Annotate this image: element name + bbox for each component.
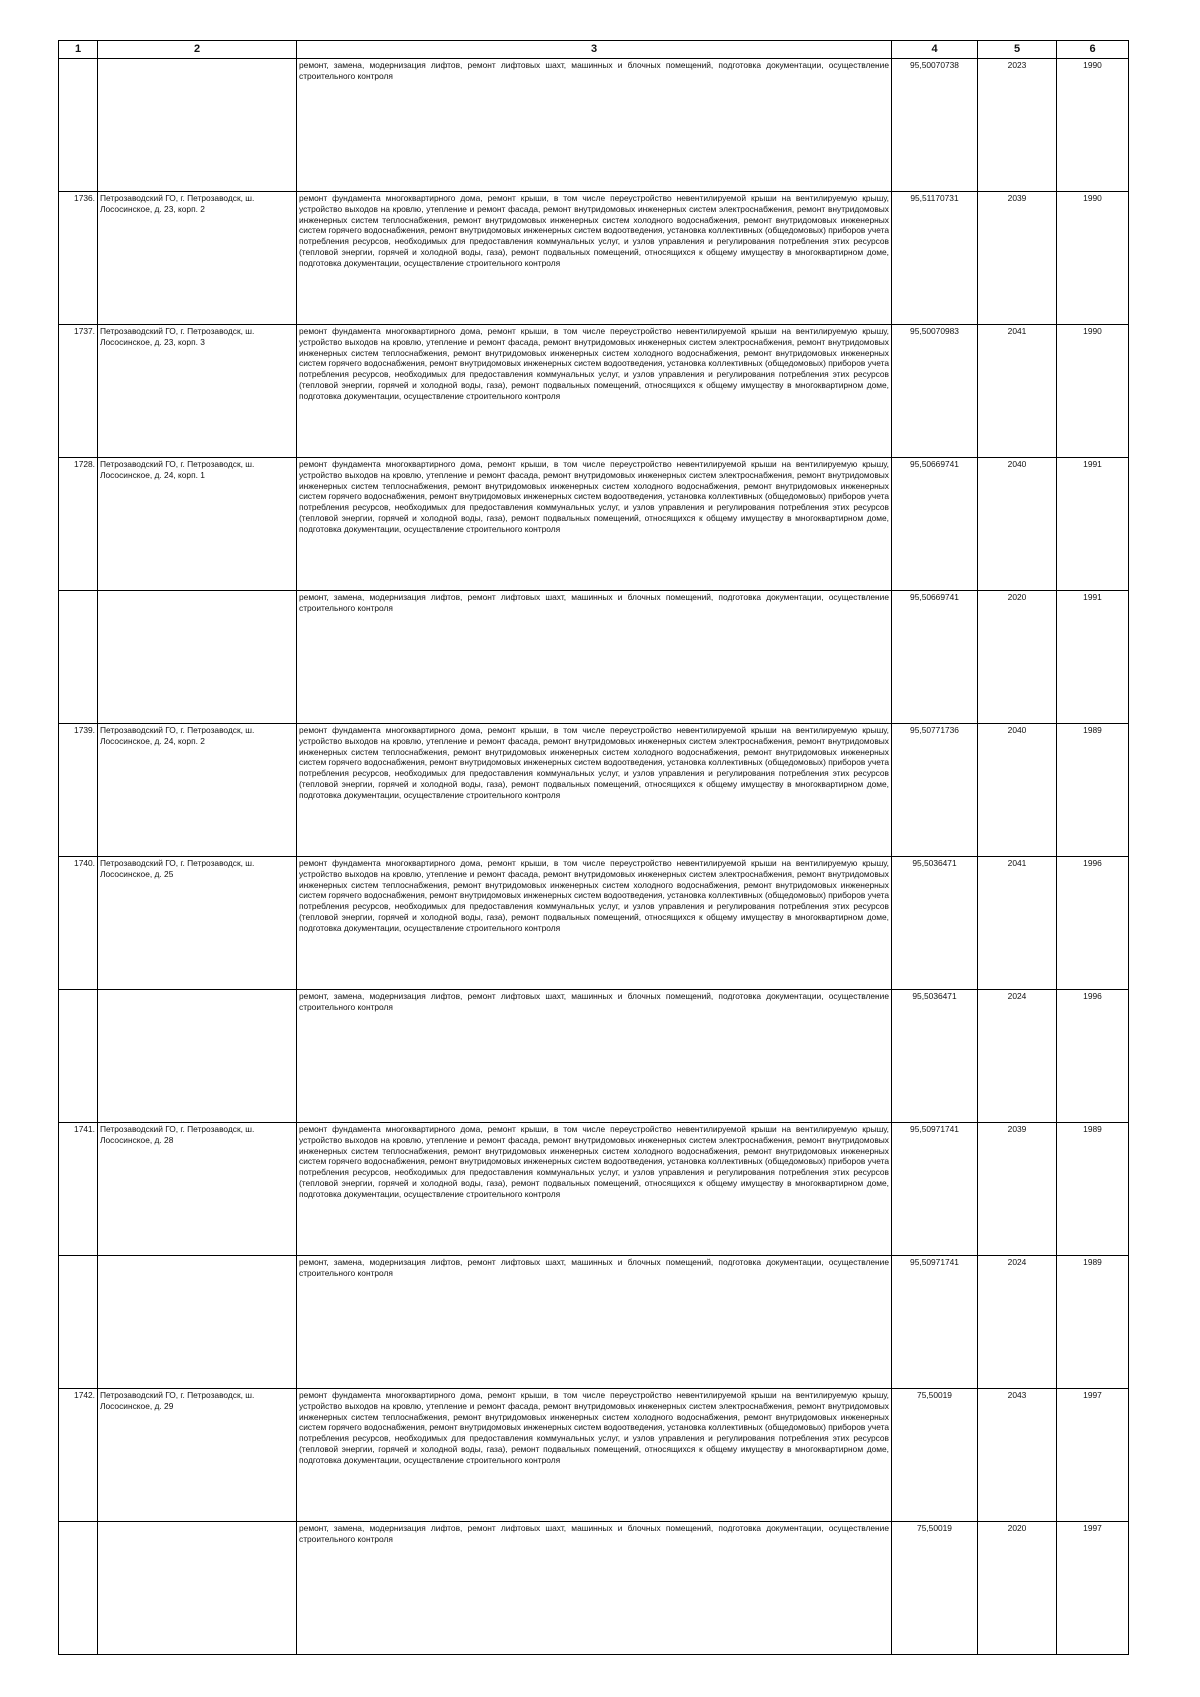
- row-built-year: 1990: [1057, 192, 1129, 325]
- table-row: [59, 1123, 1129, 1256]
- row-address: [98, 591, 297, 724]
- table-row: [59, 724, 1129, 857]
- row-work-description: ремонт фундамента многоквартирного дома, ремонт крыши, в том числе переустройство невентилируемой крыши на вентилируемую крышу, устройство выходов на кровлю, утепление и ремонт фасада, ремонт внутридомовых инженерных систем электроснабжения, ремонт внутридомовых инженерных систем теплоснабжения, ремонт внутридомовых инженерных систем холодного водоснабжения, ремонт внутридомовых инженерных систем горячего водоснабжения, ремонт внутридомовых инженерных систем водоотведения, установка коллективных (общедомовых) приборов учета потребления ресурсов, необходимых для предоставления коммунальных услуг, и узлов управления и регулирования потребления этих ресурсов (тепловой энергии, горячей и холодной воды, газа), ремонт подвальных помещений, относящихся к общему имуществу в многоквартирном доме, подготовка документации, осуществление строительного контроля: [297, 857, 892, 990]
- row-cost: 95,50771736: [892, 724, 978, 857]
- row-planned-year: 2040: [978, 458, 1057, 591]
- row-work-description: ремонт, замена, модернизация лифтов, ремонт лифтовых шахт, машинных и блочных помещений, подготовка документации, осуществление строительного контроля: [297, 1256, 892, 1389]
- repair-schedule-table: [58, 40, 1129, 1655]
- column-header-1: 1: [59, 41, 98, 59]
- row-planned-year: 2024: [978, 990, 1057, 1123]
- row-number: 1736.: [59, 192, 98, 325]
- row-planned-year: 2039: [978, 1123, 1057, 1256]
- row-work-description: ремонт фундамента многоквартирного дома, ремонт крыши, в том числе переустройство невентилируемой крыши на вентилируемую крышу, устройство выходов на кровлю, утепление и ремонт фасада, ремонт внутридомовых инженерных систем электроснабжения, ремонт внутридомовых инженерных систем теплоснабжения, ремонт внутридомовых инженерных систем холодного водоснабжения, ремонт внутридомовых инженерных систем горячего водоснабжения, ремонт внутридомовых инженерных систем водоотведения, установка коллективных (общедомовых) приборов учета потребления ресурсов, необходимых для предоставления коммунальных услуг, и узлов управления и регулирования потребления этих ресурсов (тепловой энергии, горячей и холодной воды, газа), ремонт подвальных помещений, относящихся к общему имуществу в многоквартирном доме, подготовка документации, осуществление строительного контроля: [297, 724, 892, 857]
- row-built-year: 1990: [1057, 325, 1129, 458]
- row-work-description: ремонт фундамента многоквартирного дома, ремонт крыши, в том числе переустройство невентилируемой крыши на вентилируемую крышу, устройство выходов на кровлю, утепление и ремонт фасада, ремонт внутридомовых инженерных систем электроснабжения, ремонт внутридомовых инженерных систем теплоснабжения, ремонт внутридомовых инженерных систем холодного водоснабжения, ремонт внутридомовых инженерных систем горячего водоснабжения, ремонт внутридомовых инженерных систем водоотведения, установка коллективных (общедомовых) приборов учета потребления ресурсов, необходимых для предоставления коммунальных услуг, и узлов управления и регулирования потребления этих ресурсов (тепловой энергии, горячей и холодной воды, газа), ремонт подвальных помещений, относящихся к общему имуществу в многоквартирном доме, подготовка документации, осуществление строительного контроля: [297, 1389, 892, 1522]
- table-row: [59, 1522, 1129, 1655]
- row-built-year: 1991: [1057, 458, 1129, 591]
- row-built-year: 1989: [1057, 724, 1129, 857]
- row-cost: 95,50070738: [892, 59, 978, 192]
- row-built-year: 1997: [1057, 1522, 1129, 1655]
- row-work-description: ремонт, замена, модернизация лифтов, ремонт лифтовых шахт, машинных и блочных помещений, подготовка документации, осуществление строительного контроля: [297, 59, 892, 192]
- row-planned-year: 2020: [978, 1522, 1057, 1655]
- row-number: [59, 591, 98, 724]
- row-number: 1741.: [59, 1123, 98, 1256]
- table-row: [59, 192, 1129, 325]
- column-header-4: 4: [892, 41, 978, 59]
- row-cost: 75,50019: [892, 1522, 978, 1655]
- row-address: Петрозаводский ГО, г. Петрозаводск, ш. Лососинское, д. 24, корп. 2: [98, 724, 297, 857]
- row-address: [98, 1522, 297, 1655]
- row-address: Петрозаводский ГО, г. Петрозаводск, ш. Лососинское, д. 28: [98, 1123, 297, 1256]
- table-row: [59, 59, 1129, 192]
- column-header-2: 2: [98, 41, 297, 59]
- row-work-description: ремонт, замена, модернизация лифтов, ремонт лифтовых шахт, машинных и блочных помещений, подготовка документации, осуществление строительного контроля: [297, 990, 892, 1123]
- table-header-row: [59, 41, 1129, 59]
- row-planned-year: 2024: [978, 1256, 1057, 1389]
- row-work-description: ремонт фундамента многоквартирного дома, ремонт крыши, в том числе переустройство невентилируемой крыши на вентилируемую крышу, устройство выходов на кровлю, утепление и ремонт фасада, ремонт внутридомовых инженерных систем электроснабжения, ремонт внутридомовых инженерных систем теплоснабжения, ремонт внутридомовых инженерных систем холодного водоснабжения, ремонт внутридомовых инженерных систем горячего водоснабжения, ремонт внутридомовых инженерных систем водоотведения, установка коллективных (общедомовых) приборов учета потребления ресурсов, необходимых для предоставления коммунальных услуг, и узлов управления и регулирования потребления этих ресурсов (тепловой энергии, горячей и холодной воды, газа), ремонт подвальных помещений, относящихся к общему имуществу в многоквартирном доме, подготовка документации, осуществление строительного контроля: [297, 325, 892, 458]
- row-planned-year: 2041: [978, 325, 1057, 458]
- row-number: [59, 990, 98, 1123]
- row-planned-year: 2041: [978, 857, 1057, 990]
- row-built-year: 1996: [1057, 990, 1129, 1123]
- row-built-year: 1989: [1057, 1256, 1129, 1389]
- row-cost: 95,50669741: [892, 591, 978, 724]
- row-address: Петрозаводский ГО, г. Петрозаводск, ш. Лососинское, д. 24, корп. 1: [98, 458, 297, 591]
- row-work-description: ремонт, замена, модернизация лифтов, ремонт лифтовых шахт, машинных и блочных помещений, подготовка документации, осуществление строительного контроля: [297, 591, 892, 724]
- row-planned-year: 2039: [978, 192, 1057, 325]
- row-built-year: 1991: [1057, 591, 1129, 724]
- table-row: [59, 325, 1129, 458]
- row-built-year: 1996: [1057, 857, 1129, 990]
- row-cost: 95,50971741: [892, 1123, 978, 1256]
- row-cost: 95,51170731: [892, 192, 978, 325]
- column-header-6: 6: [1057, 41, 1129, 59]
- row-built-year: 1989: [1057, 1123, 1129, 1256]
- row-cost: 95,50669741: [892, 458, 978, 591]
- row-number: 1740.: [59, 857, 98, 990]
- row-planned-year: 2023: [978, 59, 1057, 192]
- row-work-description: ремонт фундамента многоквартирного дома, ремонт крыши, в том числе переустройство невентилируемой крыши на вентилируемую крышу, устройство выходов на кровлю, утепление и ремонт фасада, ремонт внутридомовых инженерных систем электроснабжения, ремонт внутридомовых инженерных систем теплоснабжения, ремонт внутридомовых инженерных систем холодного водоснабжения, ремонт внутридомовых инженерных систем горячего водоснабжения, ремонт внутридомовых инженерных систем водоотведения, установка коллективных (общедомовых) приборов учета потребления ресурсов, необходимых для предоставления коммунальных услуг, и узлов управления и регулирования потребления этих ресурсов (тепловой энергии, горячей и холодной воды, газа), ремонт подвальных помещений, относящихся к общему имуществу в многоквартирном доме, подготовка документации, осуществление строительного контроля: [297, 458, 892, 591]
- row-number: 1728.: [59, 458, 98, 591]
- row-address: [98, 1256, 297, 1389]
- row-built-year: 1997: [1057, 1389, 1129, 1522]
- row-address: [98, 59, 297, 192]
- row-cost: 95,5036471: [892, 857, 978, 990]
- row-address: [98, 990, 297, 1123]
- column-header-5: 5: [978, 41, 1057, 59]
- table-row: [59, 857, 1129, 990]
- row-address: Петрозаводский ГО, г. Петрозаводск, ш. Лососинское, д. 29: [98, 1389, 297, 1522]
- row-number: 1737.: [59, 325, 98, 458]
- row-work-description: ремонт фундамента многоквартирного дома, ремонт крыши, в том числе переустройство невентилируемой крыши на вентилируемую крышу, устройство выходов на кровлю, утепление и ремонт фасада, ремонт внутридомовых инженерных систем электроснабжения, ремонт внутридомовых инженерных систем теплоснабжения, ремонт внутридомовых инженерных систем холодного водоснабжения, ремонт внутридомовых инженерных систем горячего водоснабжения, ремонт внутридомовых инженерных систем водоотведения, установка коллективных (общедомовых) приборов учета потребления ресурсов, необходимых для предоставления коммунальных услуг, и узлов управления и регулирования потребления этих ресурсов (тепловой энергии, горячей и холодной воды, газа), ремонт подвальных помещений, относящихся к общему имуществу в многоквартирном доме, подготовка документации, осуществление строительного контроля: [297, 1123, 892, 1256]
- row-planned-year: 2040: [978, 724, 1057, 857]
- row-cost: 95,50971741: [892, 1256, 978, 1389]
- row-built-year: 1990: [1057, 59, 1129, 192]
- table-row: [59, 591, 1129, 724]
- row-cost: 95,50070983: [892, 325, 978, 458]
- table-row: [59, 1256, 1129, 1389]
- row-number: 1739.: [59, 724, 98, 857]
- row-planned-year: 2020: [978, 591, 1057, 724]
- row-address: Петрозаводский ГО, г. Петрозаводск, ш. Лососинское, д. 23, корп. 2: [98, 192, 297, 325]
- row-cost: 95,5036471: [892, 990, 978, 1123]
- row-address: Петрозаводский ГО, г. Петрозаводск, ш. Лососинское, д. 25: [98, 857, 297, 990]
- table-row: [59, 990, 1129, 1123]
- row-number: [59, 59, 98, 192]
- column-header-3: 3: [297, 41, 892, 59]
- table-row: [59, 458, 1129, 591]
- row-planned-year: 2043: [978, 1389, 1057, 1522]
- row-number: [59, 1522, 98, 1655]
- row-number: [59, 1256, 98, 1389]
- row-cost: 75,50019: [892, 1389, 978, 1522]
- row-work-description: ремонт, замена, модернизация лифтов, ремонт лифтовых шахт, машинных и блочных помещений, подготовка документации, осуществление строительного контроля: [297, 1522, 892, 1655]
- row-number: 1742.: [59, 1389, 98, 1522]
- row-work-description: ремонт фундамента многоквартирного дома, ремонт крыши, в том числе переустройство невентилируемой крыши на вентилируемую крышу, устройство выходов на кровлю, утепление и ремонт фасада, ремонт внутридомовых инженерных систем электроснабжения, ремонт внутридомовых инженерных систем теплоснабжения, ремонт внутридомовых инженерных систем холодного водоснабжения, ремонт внутридомовых инженерных систем горячего водоснабжения, ремонт внутридомовых инженерных систем водоотведения, установка коллективных (общедомовых) приборов учета потребления ресурсов, необходимых для предоставления коммунальных услуг, и узлов управления и регулирования потребления этих ресурсов (тепловой энергии, горячей и холодной воды, газа), ремонт подвальных помещений, относящихся к общему имуществу в многоквартирном доме, подготовка документации, осуществление строительного контроля: [297, 192, 892, 325]
- table-row: [59, 1389, 1129, 1522]
- row-address: Петрозаводский ГО, г. Петрозаводск, ш. Лососинское, д. 23, корп. 3: [98, 325, 297, 458]
